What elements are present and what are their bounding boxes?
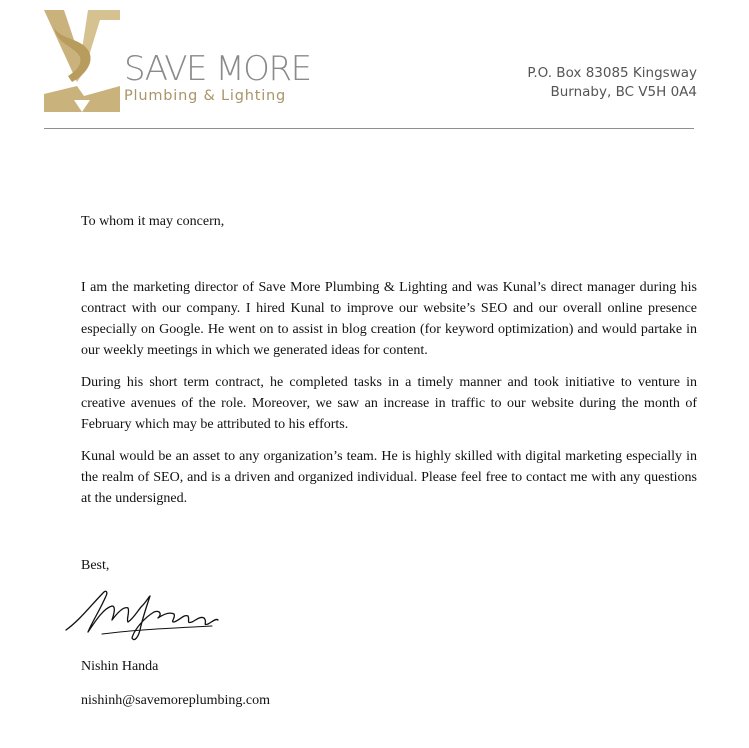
address-line-2: Burnaby, BC V5H 0A4 bbox=[550, 84, 697, 100]
paragraph-2: During his short term contract, he completed tasks in a timely manner and took initiative to venture in creative avenues of the role. Moreover, we saw an increase in traffic to our website during the month of February which may be attributed to his efforts. bbox=[81, 375, 697, 432]
paragraph-3: Kunal would be an asset to any organization’s team. He is highly skilled with digital marketing especially in the realm of SEO, and is a driven and organized individual. Please feel free to contact me with any questions at the undersigned. bbox=[81, 449, 697, 506]
paragraph-1: I am the marketing director of Save More Plumbing & Lighting and was Kunal’s direct manager during his contract with our company. I hired Kunal to improve our website’s SEO and our overall online presence especially on Google. He went on to assist in blog creation (for keyword optimization) and would partake in our weekly meetings in which we generated ideas for content. bbox=[81, 280, 697, 358]
letter-body bbox=[81, 211, 697, 520]
save-more-logo-icon bbox=[44, 10, 120, 112]
company-address bbox=[527, 64, 697, 102]
brand-tagline: Plumbing & Lighting bbox=[124, 88, 287, 104]
closing: Best, bbox=[81, 558, 110, 573]
header-divider bbox=[44, 128, 694, 129]
signer-email: nishinh@savemoreplumbing.com bbox=[81, 693, 271, 708]
salutation: To whom it may concern, bbox=[81, 214, 225, 229]
signer-name: Nishin Handa bbox=[81, 659, 159, 674]
address-line-1: P.O. Box 83085 Kingsway bbox=[527, 65, 697, 81]
brand-wordmark bbox=[124, 51, 324, 105]
brand-name: SAVE MORE bbox=[124, 49, 311, 89]
handwritten-signature bbox=[62, 584, 222, 648]
